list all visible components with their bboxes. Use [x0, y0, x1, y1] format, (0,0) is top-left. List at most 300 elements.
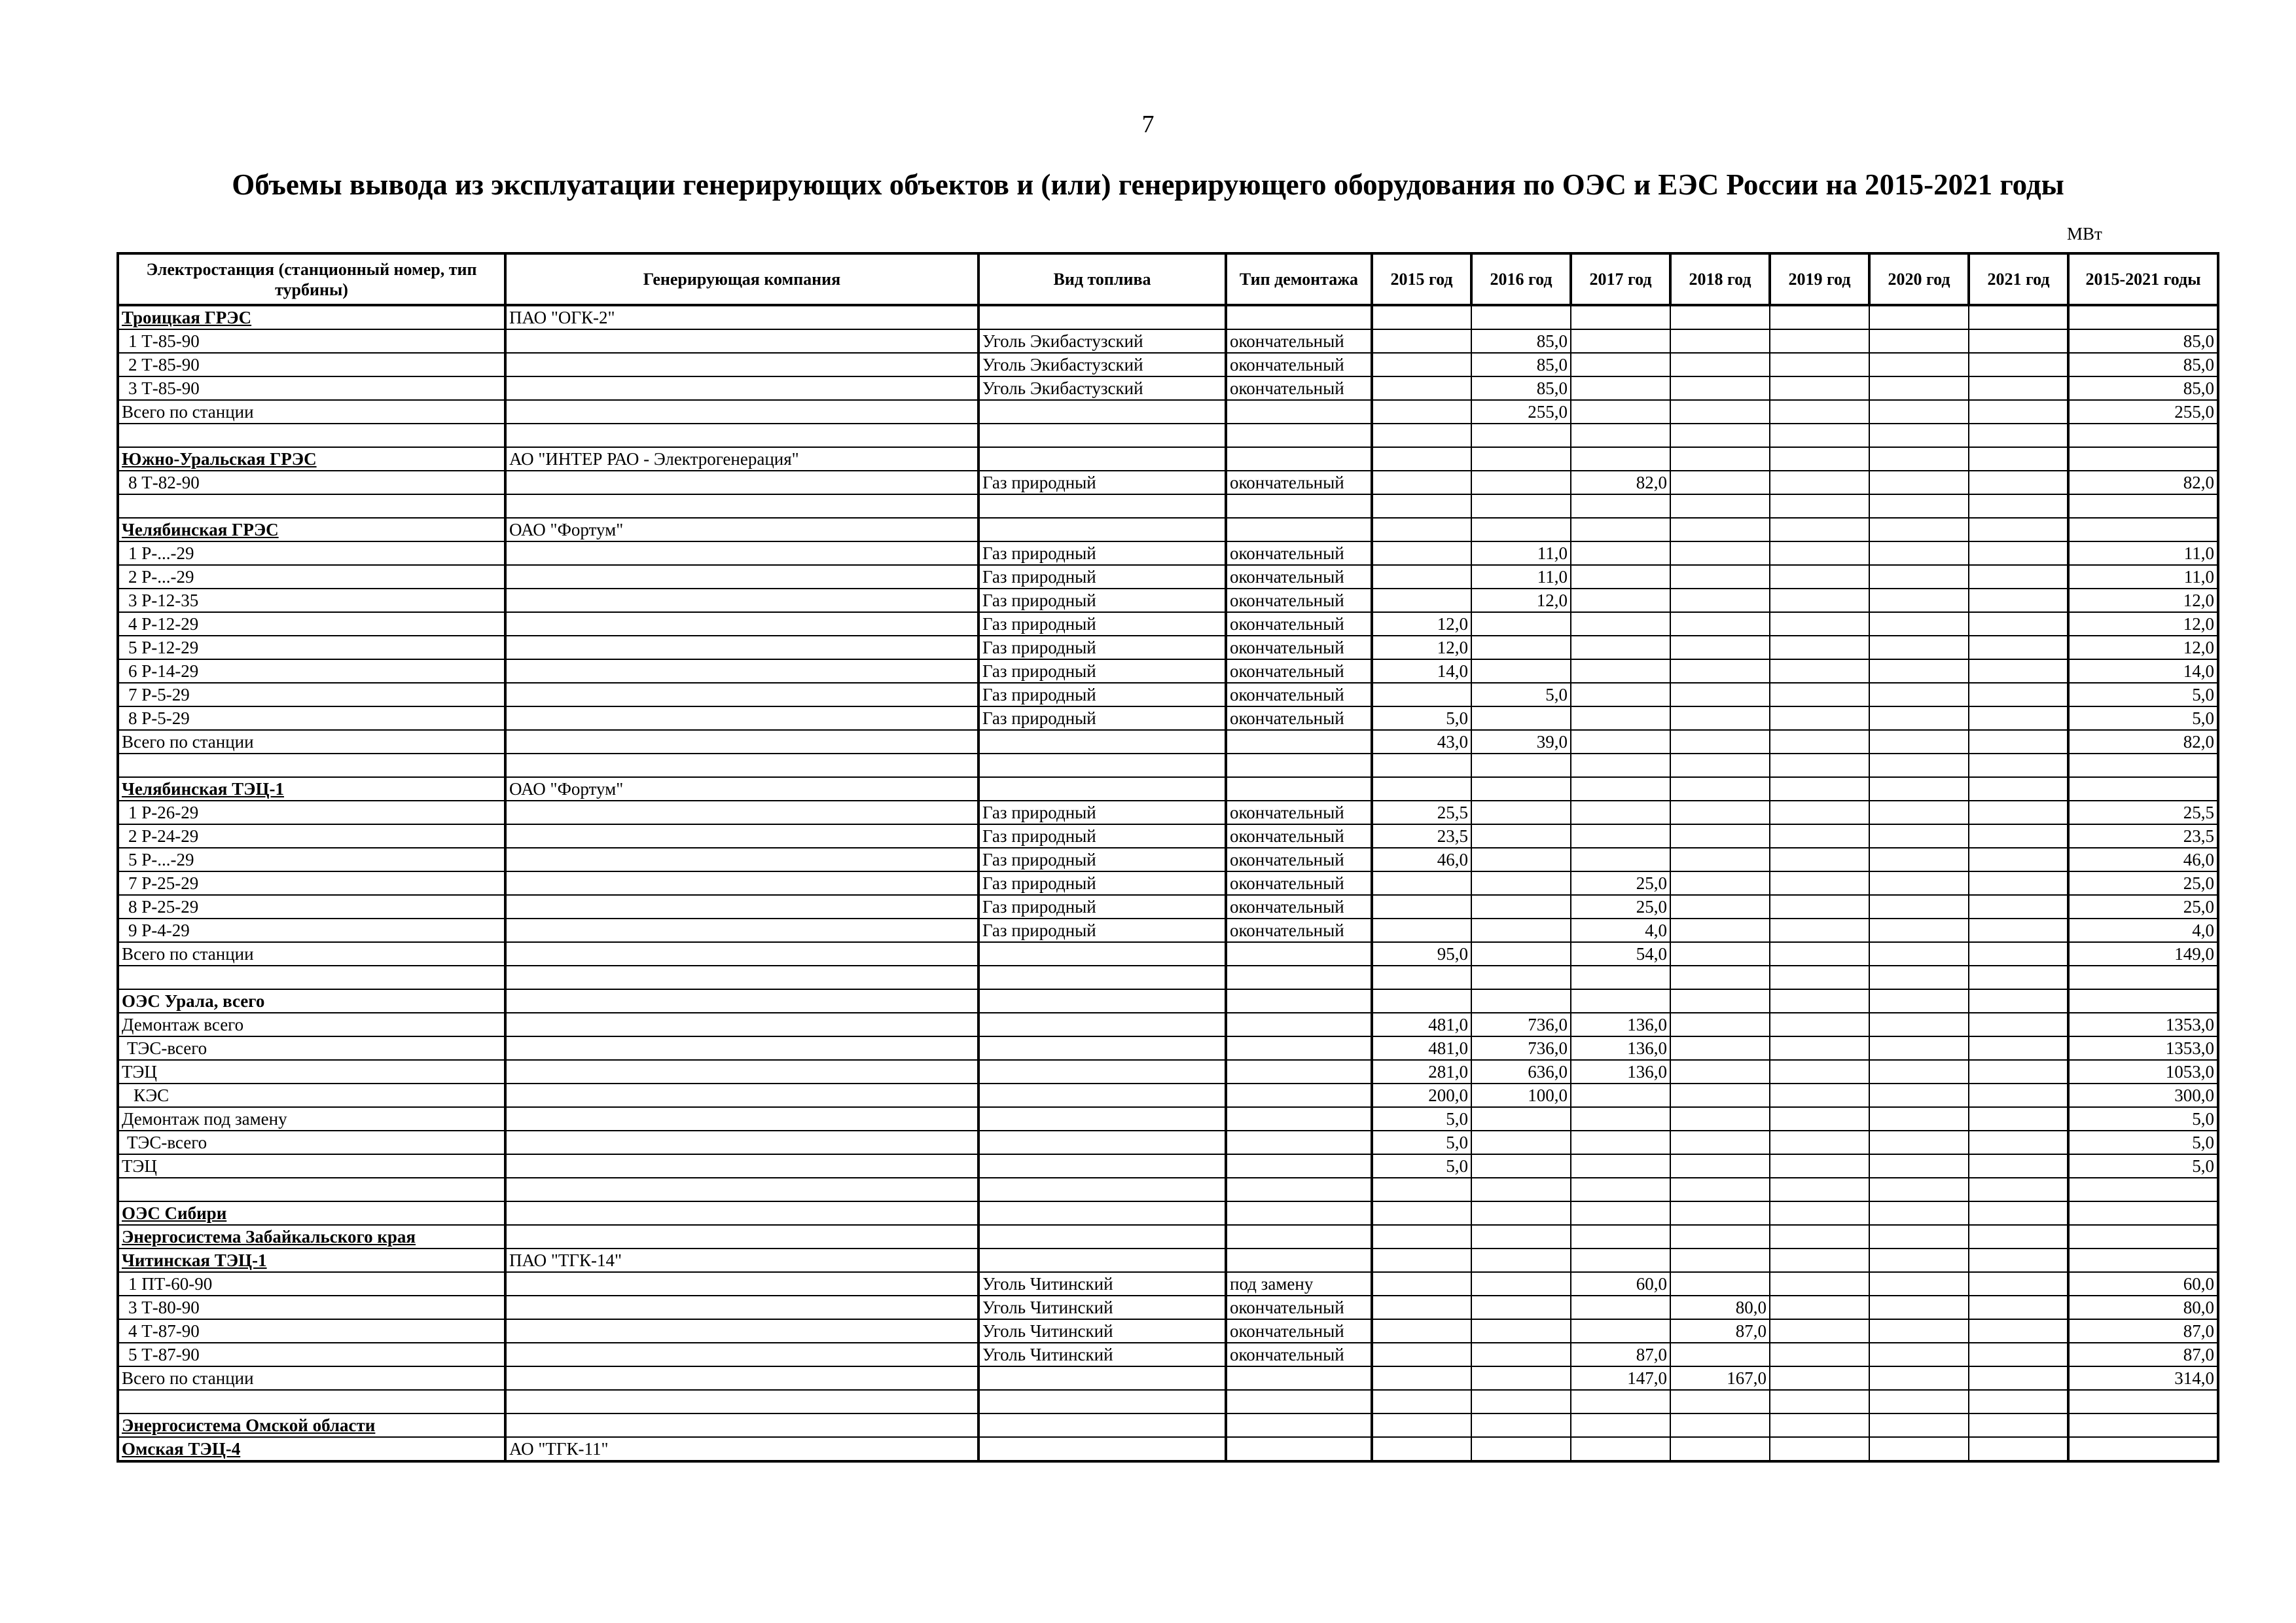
value-cell	[2068, 1437, 2218, 1461]
table-cell	[505, 1296, 978, 1319]
value-cell	[1670, 659, 1770, 683]
table-cell	[978, 1201, 1226, 1225]
table-cell	[505, 683, 978, 706]
station-name-cell: 8 Т-82-90	[118, 471, 505, 494]
table-cell	[505, 471, 978, 494]
value-cell	[1670, 919, 1770, 942]
value-cell	[1770, 1131, 1869, 1154]
table-row	[118, 777, 2218, 801]
table-row	[118, 1272, 2218, 1296]
table-row	[118, 895, 2218, 919]
value-cell	[1969, 636, 2068, 659]
value-cell	[1670, 683, 1770, 706]
table-cell: окончательный	[1226, 636, 1372, 659]
station-name-cell: 2 Р-...-29	[118, 565, 505, 589]
value-cell	[1770, 376, 1869, 400]
station-name-cell	[118, 494, 505, 518]
table-cell	[505, 848, 978, 871]
table-cell	[978, 1225, 1226, 1249]
value-cell	[1571, 966, 1670, 989]
value-cell	[1372, 471, 1471, 494]
value-cell: 1353,0	[2068, 1036, 2218, 1060]
value-cell	[1969, 494, 2068, 518]
table-cell	[1226, 942, 1372, 966]
value-cell	[1670, 565, 1770, 589]
value-cell	[1770, 1107, 1869, 1131]
table-row	[118, 1296, 2218, 1319]
value-cell	[1571, 376, 1670, 400]
table-cell: Газ природный	[978, 801, 1226, 824]
table-row	[118, 989, 2218, 1013]
value-cell	[1670, 1154, 1770, 1178]
table-row	[118, 447, 2218, 471]
value-cell	[1770, 777, 1869, 801]
station-name-cell: 2 Р-24-29	[118, 824, 505, 848]
value-cell	[1471, 1343, 1571, 1366]
table-cell: Газ природный	[978, 565, 1226, 589]
value-cell	[1471, 636, 1571, 659]
table-cell	[505, 801, 978, 824]
table-row	[118, 1036, 2218, 1060]
value-cell	[1869, 1249, 1969, 1272]
table-cell	[505, 871, 978, 895]
station-name-cell: Всего по станции	[118, 400, 505, 424]
station-name-cell: 7 Р-25-29	[118, 871, 505, 895]
value-cell	[1670, 541, 1770, 565]
value-cell: 200,0	[1372, 1084, 1471, 1107]
value-cell	[1770, 1178, 1869, 1201]
table-cell: окончательный	[1226, 683, 1372, 706]
value-cell	[1571, 754, 1670, 777]
value-cell	[1471, 1296, 1571, 1319]
value-cell	[2068, 1390, 2218, 1413]
table-row	[118, 824, 2218, 848]
table-row	[118, 1201, 2218, 1225]
value-cell	[1969, 895, 2068, 919]
value-cell	[1571, 400, 1670, 424]
station-name-cell: Демонтаж всего	[118, 1013, 505, 1036]
table-row	[118, 1413, 2218, 1437]
table-cell: Газ природный	[978, 612, 1226, 636]
value-cell: 5,0	[2068, 1154, 2218, 1178]
table-cell	[505, 636, 978, 659]
value-cell: 12,0	[1372, 612, 1471, 636]
value-cell	[1670, 989, 1770, 1013]
value-cell	[1471, 1366, 1571, 1390]
table-cell	[1226, 1249, 1372, 1272]
value-cell	[1670, 1060, 1770, 1084]
value-cell: 87,0	[1670, 1319, 1770, 1343]
table-cell	[1226, 1413, 1372, 1437]
table-row	[118, 518, 2218, 541]
table-cell	[1226, 754, 1372, 777]
table-cell	[505, 1036, 978, 1060]
value-cell	[1571, 1249, 1670, 1272]
value-cell	[1969, 1249, 2068, 1272]
value-cell	[1670, 424, 1770, 447]
table-cell	[505, 1319, 978, 1343]
value-cell	[1869, 1413, 1969, 1437]
table-cell	[1226, 1036, 1372, 1060]
table-cell	[1226, 966, 1372, 989]
value-cell: 25,0	[1571, 871, 1670, 895]
value-cell: 60,0	[1571, 1272, 1670, 1296]
table-cell	[978, 730, 1226, 754]
value-cell	[1471, 989, 1571, 1013]
value-cell	[1770, 989, 1869, 1013]
table-cell	[1226, 494, 1372, 518]
value-cell	[1670, 730, 1770, 754]
value-cell	[1770, 1084, 1869, 1107]
table-cell	[505, 1107, 978, 1131]
value-cell: 136,0	[1571, 1013, 1670, 1036]
value-cell	[1770, 1036, 1869, 1060]
value-cell: 5,0	[1372, 1107, 1471, 1131]
table-cell: Газ природный	[978, 848, 1226, 871]
table-row	[118, 1225, 2218, 1249]
table-cell: Уголь Читинский	[978, 1319, 1226, 1343]
table-cell	[1226, 777, 1372, 801]
station-name-cell	[118, 424, 505, 447]
table-cell	[505, 329, 978, 353]
value-cell	[2068, 989, 2218, 1013]
value-cell: 12,0	[2068, 636, 2218, 659]
value-cell	[1770, 659, 1869, 683]
value-cell	[1372, 1225, 1471, 1249]
value-cell: 736,0	[1471, 1013, 1571, 1036]
table-row	[118, 612, 2218, 636]
value-cell	[1869, 871, 1969, 895]
station-name-cell: Энергосистема Омской области	[118, 1413, 505, 1437]
table-cell	[505, 824, 978, 848]
value-cell	[1471, 518, 1571, 541]
value-cell	[1670, 400, 1770, 424]
value-cell	[1670, 1343, 1770, 1366]
value-cell	[1372, 447, 1471, 471]
value-cell	[1670, 1036, 1770, 1060]
value-cell	[1770, 1249, 1869, 1272]
value-cell	[1471, 919, 1571, 942]
table-cell	[1226, 1131, 1372, 1154]
value-cell	[1869, 494, 1969, 518]
value-cell	[1571, 447, 1670, 471]
table-cell	[505, 966, 978, 989]
station-name-cell	[118, 754, 505, 777]
value-cell	[1969, 1343, 2068, 1366]
table-cell	[1226, 1225, 1372, 1249]
column-header: Генерирующая компания	[505, 253, 978, 305]
value-cell: 12,0	[1471, 589, 1571, 612]
table-cell: окончательный	[1226, 589, 1372, 612]
value-cell	[1969, 1036, 2068, 1060]
table-row	[118, 919, 2218, 942]
value-cell: 85,0	[2068, 329, 2218, 353]
value-cell	[1869, 565, 1969, 589]
value-cell	[1670, 777, 1770, 801]
table-cell: Газ природный	[978, 589, 1226, 612]
table-cell: окончательный	[1226, 376, 1372, 400]
value-cell	[1471, 1319, 1571, 1343]
value-cell	[1869, 1036, 1969, 1060]
value-cell	[1471, 1249, 1571, 1272]
value-cell	[1770, 848, 1869, 871]
value-cell	[1670, 1107, 1770, 1131]
value-cell	[1969, 730, 2068, 754]
table-cell	[505, 1013, 978, 1036]
value-cell	[1770, 706, 1869, 730]
value-cell	[1770, 1343, 1869, 1366]
table-cell: окончательный	[1226, 659, 1372, 683]
value-cell	[1571, 730, 1670, 754]
value-cell: 25,0	[1571, 895, 1670, 919]
value-cell	[1471, 1413, 1571, 1437]
table-cell: окончательный	[1226, 706, 1372, 730]
table-cell: Газ природный	[978, 895, 1226, 919]
value-cell	[1969, 1366, 2068, 1390]
station-name-cell: Челябинская ТЭЦ-1	[118, 777, 505, 801]
column-header: 2021 год	[1969, 253, 2068, 305]
table-cell	[505, 1178, 978, 1201]
value-cell	[1869, 1343, 1969, 1366]
value-cell	[1471, 659, 1571, 683]
table-cell	[505, 754, 978, 777]
value-cell	[1372, 1178, 1471, 1201]
table-cell	[505, 989, 978, 1013]
table-cell: окончательный	[1226, 801, 1372, 824]
value-cell	[1471, 706, 1571, 730]
table-cell	[505, 400, 978, 424]
value-cell	[1372, 376, 1471, 400]
value-cell	[1670, 942, 1770, 966]
column-header: 2015-2021 годы	[2068, 253, 2218, 305]
value-cell: 85,0	[1471, 353, 1571, 376]
value-cell	[1969, 612, 2068, 636]
value-cell	[1571, 518, 1670, 541]
value-cell	[1670, 966, 1770, 989]
value-cell	[1869, 400, 1969, 424]
value-cell	[1670, 471, 1770, 494]
station-name-cell: 4 Р-12-29	[118, 612, 505, 636]
value-cell	[1670, 612, 1770, 636]
table-cell: ОАО "Фортум"	[505, 518, 978, 541]
table-row	[118, 848, 2218, 871]
value-cell	[2068, 1249, 2218, 1272]
value-cell	[1770, 329, 1869, 353]
station-name-cell: 8 Р-25-29	[118, 895, 505, 919]
value-cell	[1869, 353, 1969, 376]
table-row	[118, 706, 2218, 730]
value-cell	[1372, 683, 1471, 706]
value-cell	[1372, 1343, 1471, 1366]
value-cell	[1869, 989, 1969, 1013]
table-cell: ПАО "ОГК-2"	[505, 305, 978, 329]
table-cell: Газ природный	[978, 706, 1226, 730]
table-cell: окончательный	[1226, 1343, 1372, 1366]
value-cell	[1670, 1225, 1770, 1249]
value-cell: 5,0	[1372, 706, 1471, 730]
value-cell	[2068, 1201, 2218, 1225]
station-name-cell: Читинская ТЭЦ-1	[118, 1249, 505, 1272]
station-name-cell: Демонтаж под замену	[118, 1107, 505, 1131]
value-cell	[2068, 754, 2218, 777]
value-cell	[1969, 659, 2068, 683]
value-cell	[1869, 1272, 1969, 1296]
value-cell	[1770, 1013, 1869, 1036]
value-cell	[1969, 1319, 2068, 1343]
table-cell	[1226, 1107, 1372, 1131]
value-cell	[1869, 1296, 1969, 1319]
value-cell	[1571, 989, 1670, 1013]
value-cell	[1969, 942, 2068, 966]
value-cell	[2068, 305, 2218, 329]
value-cell	[1571, 305, 1670, 329]
value-cell	[1670, 1272, 1770, 1296]
table-row	[118, 801, 2218, 824]
value-cell	[1969, 1131, 2068, 1154]
value-cell	[1869, 1154, 1969, 1178]
value-cell	[1869, 942, 1969, 966]
value-cell: 481,0	[1372, 1036, 1471, 1060]
value-cell	[1372, 565, 1471, 589]
value-cell	[1372, 966, 1471, 989]
table-cell	[1226, 447, 1372, 471]
value-cell	[1471, 942, 1571, 966]
table-cell: Уголь Читинский	[978, 1296, 1226, 1319]
station-name-cell	[118, 966, 505, 989]
station-name-cell: ТЭЦ	[118, 1154, 505, 1178]
table-cell	[505, 706, 978, 730]
value-cell	[1372, 541, 1471, 565]
value-cell: 5,0	[2068, 683, 2218, 706]
value-cell: 87,0	[2068, 1319, 2218, 1343]
value-cell: 300,0	[2068, 1084, 2218, 1107]
table-cell	[505, 376, 978, 400]
value-cell	[1571, 494, 1670, 518]
value-cell	[1770, 541, 1869, 565]
table-cell	[978, 1036, 1226, 1060]
value-cell	[1571, 589, 1670, 612]
table-cell	[978, 305, 1226, 329]
value-cell	[1969, 683, 2068, 706]
table-cell	[505, 1343, 978, 1366]
table-row	[118, 659, 2218, 683]
table-cell: Уголь Читинский	[978, 1343, 1226, 1366]
value-cell: 80,0	[1670, 1296, 1770, 1319]
value-cell	[1969, 400, 2068, 424]
value-cell: 167,0	[1670, 1366, 1770, 1390]
station-name-cell	[118, 1390, 505, 1413]
value-cell	[1670, 589, 1770, 612]
value-cell	[1372, 777, 1471, 801]
value-cell: 1053,0	[2068, 1060, 2218, 1084]
value-cell: 11,0	[2068, 565, 2218, 589]
value-cell	[1770, 589, 1869, 612]
value-cell: 25,0	[2068, 871, 2218, 895]
value-cell	[2068, 1225, 2218, 1249]
value-cell	[1969, 801, 2068, 824]
value-cell	[1571, 1131, 1670, 1154]
table-row	[118, 376, 2218, 400]
value-cell	[1670, 1201, 1770, 1225]
table-cell	[1226, 1084, 1372, 1107]
table-row	[118, 1319, 2218, 1343]
table-cell: Газ природный	[978, 871, 1226, 895]
table-cell	[1226, 1060, 1372, 1084]
value-cell: 5,0	[2068, 706, 2218, 730]
table-cell: Газ природный	[978, 659, 1226, 683]
value-cell	[1471, 1107, 1571, 1131]
station-name-cell: 5 Р-...-29	[118, 848, 505, 871]
value-cell: 255,0	[1471, 400, 1571, 424]
value-cell	[1869, 1013, 1969, 1036]
value-cell	[1372, 1319, 1471, 1343]
value-cell	[1770, 730, 1869, 754]
table-row	[118, 305, 2218, 329]
table-cell	[978, 1178, 1226, 1201]
value-cell	[1670, 1249, 1770, 1272]
value-cell	[1770, 424, 1869, 447]
value-cell	[1571, 1225, 1670, 1249]
value-cell	[1869, 424, 1969, 447]
value-cell: 5,0	[1372, 1131, 1471, 1154]
value-cell	[1869, 895, 1969, 919]
table-cell: Газ природный	[978, 541, 1226, 565]
value-cell: 85,0	[2068, 376, 2218, 400]
value-cell: 149,0	[2068, 942, 2218, 966]
table-cell	[978, 966, 1226, 989]
value-cell	[1471, 612, 1571, 636]
value-cell: 12,0	[2068, 612, 2218, 636]
station-name-cell: 5 Т-87-90	[118, 1343, 505, 1366]
value-cell	[1770, 1413, 1869, 1437]
value-cell	[1770, 942, 1869, 966]
value-cell	[2068, 447, 2218, 471]
table-cell: Газ природный	[978, 683, 1226, 706]
value-cell	[1670, 447, 1770, 471]
value-cell	[1770, 1225, 1869, 1249]
value-cell	[2068, 1413, 2218, 1437]
value-cell: 636,0	[1471, 1060, 1571, 1084]
table-cell	[505, 1201, 978, 1225]
value-cell	[2068, 424, 2218, 447]
table-cell	[978, 1131, 1226, 1154]
value-cell: 82,0	[2068, 471, 2218, 494]
value-cell	[1372, 1296, 1471, 1319]
value-cell	[1770, 494, 1869, 518]
value-cell	[1869, 1178, 1969, 1201]
table-cell: Уголь Экибастузский	[978, 376, 1226, 400]
value-cell: 85,0	[1471, 376, 1571, 400]
value-cell	[1471, 824, 1571, 848]
value-cell	[1969, 966, 2068, 989]
value-cell: 1353,0	[2068, 1013, 2218, 1036]
value-cell: 87,0	[2068, 1343, 2218, 1366]
value-cell	[1869, 966, 1969, 989]
value-cell	[1670, 895, 1770, 919]
value-cell	[1670, 1131, 1770, 1154]
column-header: 2015 год	[1372, 253, 1471, 305]
table-cell	[1226, 305, 1372, 329]
value-cell	[1670, 1413, 1770, 1437]
table-cell	[978, 1107, 1226, 1131]
value-cell	[1770, 1296, 1869, 1319]
table-cell	[978, 1390, 1226, 1413]
value-cell: 85,0	[2068, 353, 2218, 376]
table-row	[118, 1131, 2218, 1154]
value-cell	[1372, 424, 1471, 447]
value-cell	[1770, 1060, 1869, 1084]
table-cell	[1226, 1154, 1372, 1178]
